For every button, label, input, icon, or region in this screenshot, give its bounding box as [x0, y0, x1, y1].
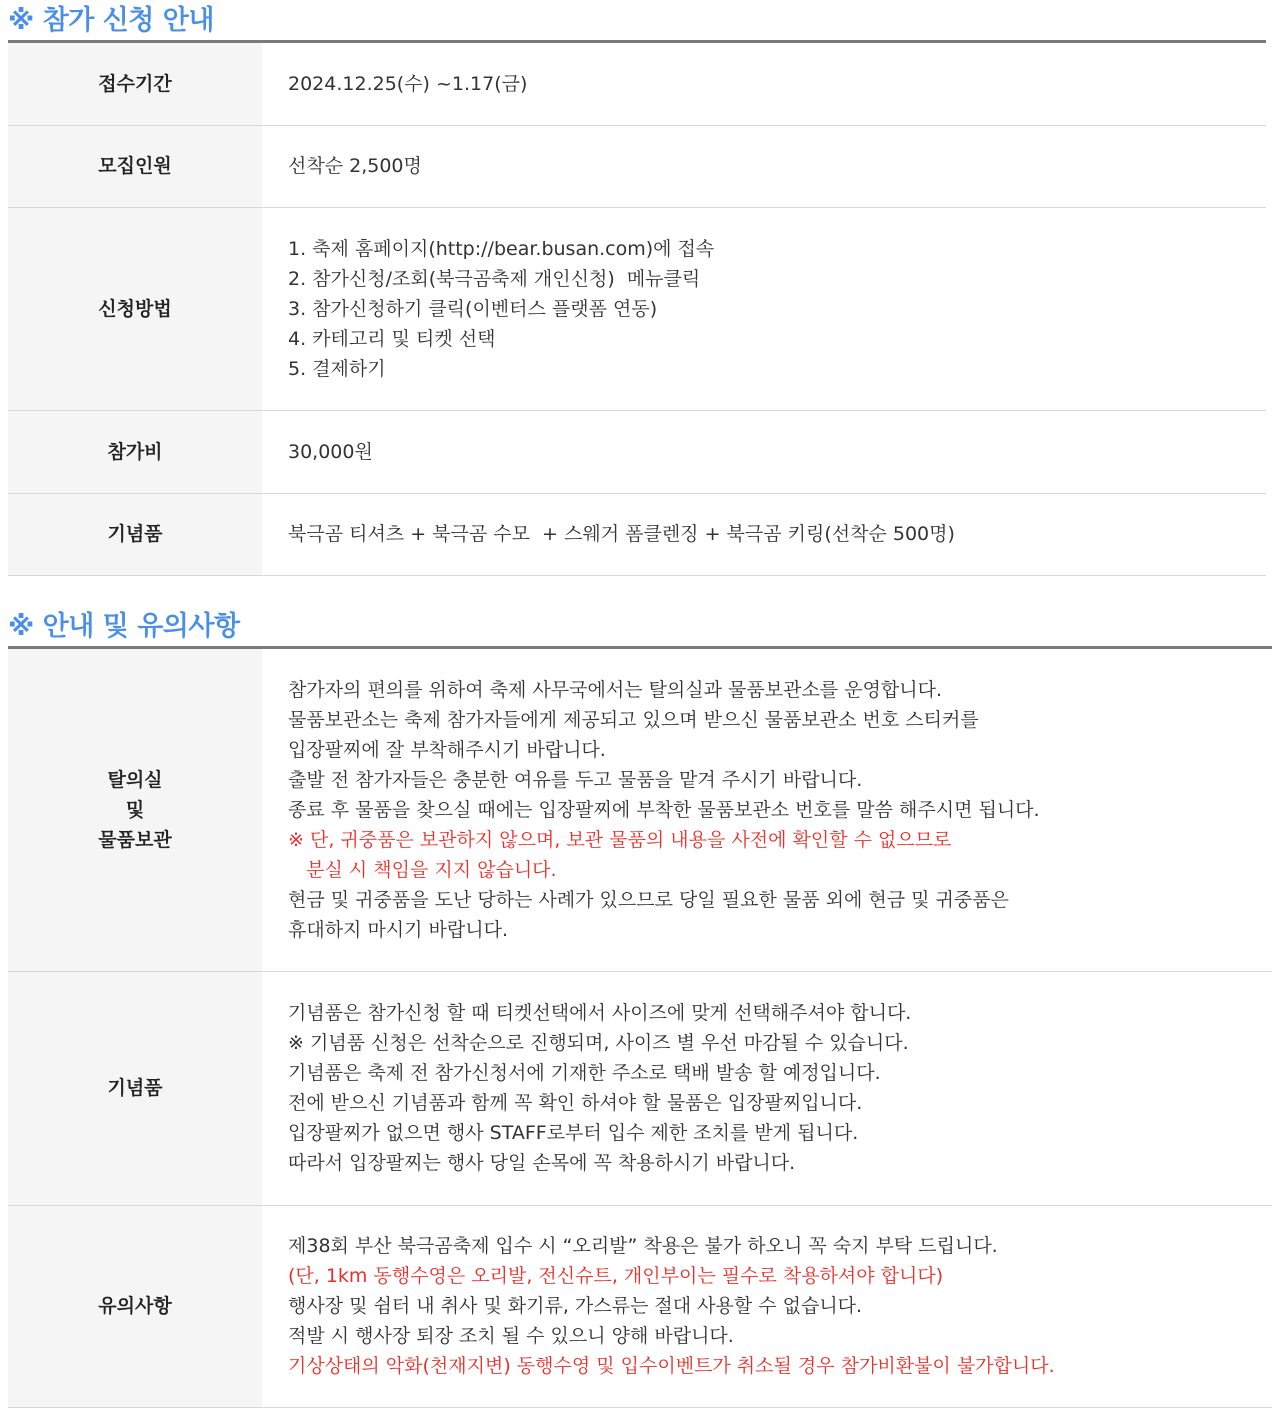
row-locker: [8, 649, 1272, 971]
content-text-line: 행사장 및 쉼터 내 취사 및 화기류, 가스류는 절대 사용할 수 없습니다.: [288, 1295, 863, 1317]
row-content: [262, 493, 1266, 575]
content-text-line: 3. 참가신청하기 클릭(이벤터스 플랫폼 연동): [288, 297, 658, 320]
row-souvenir: [8, 493, 1266, 575]
row-content: [262, 43, 1266, 125]
content-text-line: 물품보관소는 축제 참가자들에게 제공되고 있으며 받으신 물품보관소 번호 스티커를: [288, 708, 979, 731]
section-title-application: ※ 참가 신청 안내: [8, 5, 214, 36]
warning-text-line: 분실 시 책임을 지지 않습니다.: [288, 858, 557, 881]
content-text-line: 2024.12.25(수) ~1.17(금): [288, 72, 528, 95]
content-text-line: 전에 받으신 기념품과 함께 꼭 확인 하셔야 할 물품은 입장팔찌입니다.: [288, 1092, 863, 1114]
content-text-line: 북극곰 티셔츠 + 북극곰 수모 + 스웨거 폼클렌징 + 북극곰 키링(선착순 500명): [288, 523, 955, 545]
row-precautions: [8, 1205, 1272, 1407]
content-text-line: 기념품은 축제 전 참가신청서에 기재한 주소로 택배 발송 할 예정입니다.: [288, 1062, 881, 1084]
content-text-line: 입장팔찌가 없으면 행사 STAFF로부터 입수 제한 조치를 받게 됩니다.: [288, 1122, 859, 1144]
warning-text-line: (단, 1km 동행수영은 오리발, 전신슈트, 개인부이는 필수로 착용하셔야 합니다): [288, 1265, 944, 1287]
content-text-line: 종료 후 물품을 찾으실 때에는 입장팔찌에 부착한 물품보관소 번호를 말씀 해주시면 됩니다.: [288, 798, 1040, 821]
content-text-line: 기념품은 참가신청 할 때 티켓선택에서 사이즈에 맞게 선택해주셔야 합니다.: [288, 1002, 912, 1024]
row-content: [262, 207, 1266, 410]
notice-info-table: [8, 649, 1272, 1408]
content-text-line: 2. 참가신청/조회(북극곰축제 개인신청) 메뉴클릭: [288, 267, 701, 290]
row-label: 접수기간: [8, 43, 262, 125]
content-text-line: 현금 및 귀중품을 도난 당하는 사례가 있으므로 당일 필요한 물품 외에 현금 및 귀중품은: [288, 888, 1009, 911]
application-info-table: [8, 43, 1266, 576]
row-content: [262, 1205, 1272, 1407]
content-text-line: 출발 전 참가자들은 충분한 여유를 두고 물품을 맡겨 주시기 바랍니다.: [288, 768, 863, 791]
row-content: [262, 649, 1272, 971]
content-text-line: 선착순 2,500명: [288, 155, 422, 177]
content-text-line: 적발 시 행사장 퇴장 조치 될 수 있으니 양해 바랍니다.: [288, 1325, 734, 1347]
row-label: 신청방법: [8, 207, 262, 410]
content-text-line: 참가자의 편의를 위하여 축제 사무국에서는 탈의실과 물품보관소를 운영합니다.: [288, 678, 943, 701]
row-content: [262, 125, 1266, 207]
row-label: 기념품: [8, 493, 262, 575]
content-text-line: 4. 카테고리 및 티켓 선택: [288, 327, 496, 350]
row-label: 유의사항: [8, 1205, 262, 1407]
content-text-line: 휴대하지 마시기 바랍니다.: [288, 918, 509, 941]
row-label: 탈의실 및 물품보관: [8, 649, 262, 971]
content-text-line: 1. 축제 홈페이지(http://bear.busan.com)에 접속: [288, 237, 715, 260]
row-content: [262, 410, 1266, 493]
content-text-line: ※ 기념품 신청은 선착순으로 진행되며, 사이즈 별 우선 마감될 수 있습니다.: [288, 1032, 909, 1054]
content-text-line: 입장팔찌에 잘 부착해주시기 바랍니다.: [288, 738, 606, 761]
warning-text-line: ※ 단, 귀중품은 보관하지 않으며, 보관 물품의 내용을 사전에 확인할 수 없으므로: [288, 828, 952, 851]
row-label: 모집인원: [8, 125, 262, 207]
section-title-notice: ※ 안내 및 유의사항: [8, 611, 240, 642]
warning-text-line: 기상상태의 악화(천재지변) 동행수영 및 입수이벤트가 취소될 경우 참가비환불이 불가합니다.: [288, 1355, 1055, 1377]
content-text-line: 5. 결제하기: [288, 357, 386, 380]
row-period: [8, 43, 1266, 125]
row-fee: [8, 410, 1266, 493]
row-souvenir-notice: [8, 971, 1272, 1205]
content-text-line: 제38회 부산 북극곰축제 입수 시 “오리발” 착용은 불가 하오니 꼭 숙지 부탁 드립니다.: [288, 1235, 998, 1257]
content-text-line: 30,000원: [288, 440, 373, 463]
row-label: 기념품: [8, 971, 262, 1205]
content-text-line: 따라서 입장팔찌는 행사 당일 손목에 꼭 착용하시기 바랍니다.: [288, 1152, 796, 1174]
row-method: [8, 207, 1266, 410]
row-recruitment: [8, 125, 1266, 207]
row-label: 참가비: [8, 410, 262, 493]
row-content: [262, 971, 1272, 1205]
